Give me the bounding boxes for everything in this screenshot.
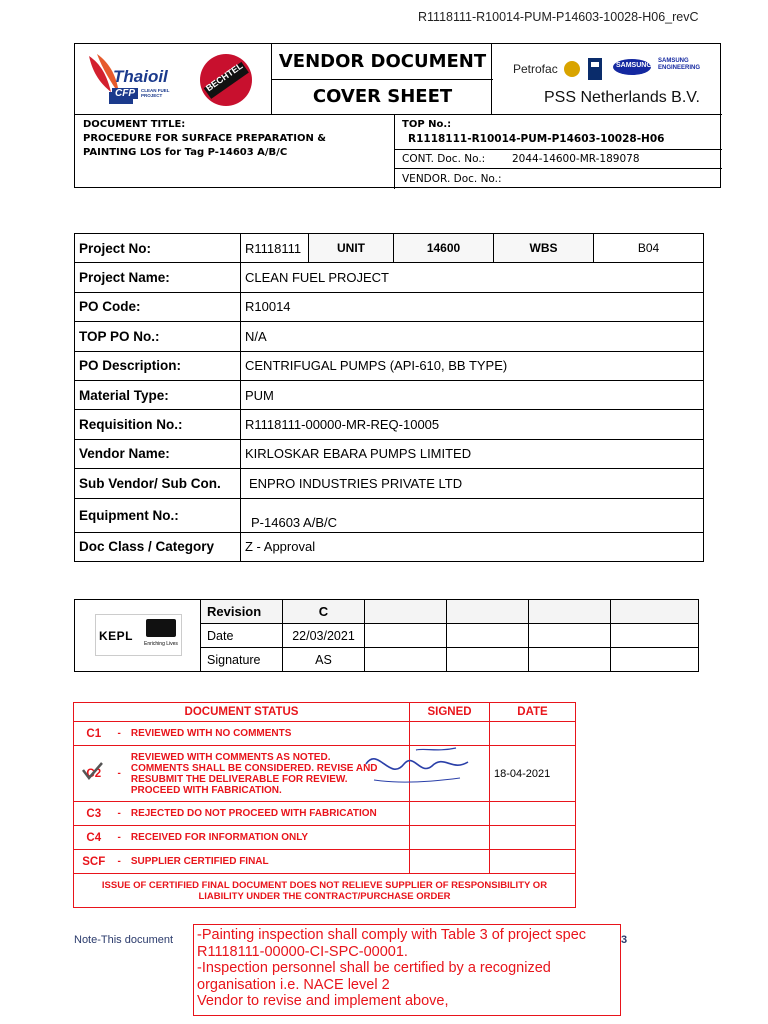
field-label: Doc Class / Category (75, 532, 241, 561)
note-suffix: 3 (621, 934, 628, 946)
top-no-label: TOP No.: (402, 119, 452, 130)
table-row (75, 600, 699, 624)
samsung-logo-text: SAMSUNG (616, 62, 652, 69)
vendor-document-header (74, 43, 721, 188)
contractor-logos (491, 44, 722, 115)
comment-line: organisation i.e. NACE level 2 (197, 976, 390, 993)
document-title-cell (75, 114, 395, 189)
field-value: P-14603 A/B/C (241, 498, 704, 532)
date-header: DATE (490, 703, 576, 722)
status-code: C1 (74, 722, 114, 746)
signed-cell (410, 802, 490, 826)
comment-line: -Inspection personnel shall be certified by a recognized (197, 960, 551, 976)
comment-line: -Painting inspection shall comply with Table 3 of project spec (197, 927, 587, 943)
kepl-logo-cell (75, 600, 201, 672)
status-code: C2 (74, 746, 114, 802)
table-row (75, 292, 704, 321)
field-label: Equipment No.: (75, 498, 241, 532)
status-dash: - (117, 832, 121, 843)
note-prefix: Note-This document (74, 934, 174, 946)
ebara-logo-icon (146, 619, 176, 637)
date-cell (490, 850, 576, 874)
table-row (74, 874, 576, 908)
field-value: N/A (241, 322, 704, 351)
revision-table (74, 599, 699, 672)
client-logos (75, 44, 272, 115)
cont-doc-value: 2044-14600-MR-189078 (512, 153, 640, 165)
status-text: REJECTED DO NOT PROCEED WITH FABRICATION (130, 808, 377, 819)
project-no-value: R1118111 (241, 234, 309, 263)
status-code: C3 (74, 802, 114, 826)
field-value: CLEAN FUEL PROJECT (241, 263, 704, 292)
date-cell (490, 722, 576, 746)
date-label: Date (201, 624, 283, 648)
table-row (74, 703, 576, 722)
title-line-1: VENDOR DOCUMENT (278, 51, 487, 72)
project-info-table (74, 233, 704, 562)
kepl-logo-text: KEPL (99, 629, 134, 643)
field-label: TOP PO No.: (75, 322, 241, 351)
field-label: PO Code: (75, 292, 241, 321)
document-title-label: DOCUMENT TITLE: (83, 119, 186, 130)
status-dash: - (117, 728, 121, 739)
field-value: ENPRO INDUSTRIES PRIVATE LTD (241, 469, 704, 498)
status-dash: - (117, 768, 121, 780)
table-row (75, 380, 704, 409)
field-label: Vendor Name: (75, 439, 241, 468)
document-status-table (73, 702, 576, 908)
status-code: SCF (74, 850, 114, 874)
wbs-value: B04 (594, 234, 704, 263)
date-cell (490, 802, 576, 826)
status-text: SUPPLIER CERTIFIED FINAL (130, 856, 269, 867)
signed-cell (410, 850, 490, 874)
top-no-cell (394, 114, 722, 150)
field-value: Z - Approval (241, 532, 704, 561)
table-row (75, 263, 704, 292)
cfp-logo-subtext: CLEAN FUEL PROJECT (141, 88, 170, 98)
table-row (75, 498, 704, 532)
pss-netherlands-text: PSS Netherlands B.V. (544, 89, 700, 106)
samsung-engineering-text: SAMSUNG ENGINEERING (658, 58, 701, 71)
status-header: DOCUMENT STATUS (74, 703, 410, 722)
petrofac-emblem-icon (564, 56, 606, 82)
revision-label: Revision (201, 600, 283, 624)
table-row (74, 746, 576, 802)
field-value: CENTRIFUGAL PUMPS (API-610, BB TYPE) (241, 351, 704, 380)
table-row (75, 439, 704, 468)
kepl-tagline: Enriching Lives (144, 641, 178, 647)
top-no-value: R1118111-R10014-PUM-P14603-10028-H06 (408, 133, 665, 145)
title-line-2: COVER SHEET (312, 86, 453, 107)
field-label: Material Type: (75, 380, 241, 409)
status-dash: - (117, 808, 121, 819)
field-value: R10014 (241, 292, 704, 321)
table-row (75, 234, 704, 263)
title-cell (271, 44, 492, 115)
wbs-label: WBS (494, 234, 594, 263)
field-value: R1118111-00000-MR-REQ-10005 (241, 410, 704, 439)
unit-label: UNIT (309, 234, 394, 263)
table-row (75, 351, 704, 380)
checkmark-icon (80, 760, 106, 782)
field-value: KIRLOSKAR EBARA PUMPS LIMITED (241, 439, 704, 468)
table-row (75, 532, 704, 561)
kepl-logo (95, 614, 182, 656)
revision-value: C (283, 600, 365, 624)
signature-label: Signature (201, 648, 283, 672)
field-value: PUM (241, 380, 704, 409)
status-dash: - (117, 856, 121, 867)
status-disclaimer: ISSUE OF CERTIFIED FINAL DOCUMENT DOES NOT RELIEVE SUPPLIER OF RESPONSIBILITY OR LIABILITY UNDER THE CONTRACT/PURCHASE ORDER (74, 874, 576, 908)
field-label: Requisition No.: (75, 410, 241, 439)
field-label: Project Name: (75, 263, 241, 292)
vendor-doc-label: VENDOR. Doc. No.: (402, 173, 502, 185)
signed-cell (410, 826, 490, 850)
date-cell (490, 826, 576, 850)
signature-value: AS (283, 648, 365, 672)
date-cell: 18-04-2021 (490, 746, 576, 802)
document-reference: R1118111-R10014-PUM-P14603-10028-H06_revC (418, 10, 699, 24)
status-text: REVIEWED WITH COMMENTS AS NOTED. COMMENTS SHALL BE CONSIDERED. REVISE AND RESUBMIT THE DELIVERABLE FOR REVIEW. PROCEED WITH FABRICATION. (130, 751, 378, 796)
signed-header: SIGNED (410, 703, 490, 722)
table-row (75, 410, 704, 439)
cont-doc-label: CONT. Doc. No.: (402, 153, 486, 165)
thaioil-logo-text: Thaioil (113, 67, 168, 86)
petrofac-logo-text: Petrofac (513, 62, 558, 76)
review-comment-box (193, 924, 621, 1016)
document-title-text: PROCEDURE FOR SURFACE PREPARATION & PAINTING LOS for Tag P-14603 A/B/C (83, 133, 327, 158)
field-label: PO Description: (75, 351, 241, 380)
table-row (74, 850, 576, 874)
signature-scribble-icon (360, 742, 480, 790)
table-row (75, 322, 704, 351)
table-row (75, 469, 704, 498)
status-text: RECEIVED FOR INFORMATION ONLY (130, 832, 309, 843)
table-row (74, 826, 576, 850)
unit-value: 14600 (394, 234, 494, 263)
table-row (74, 722, 576, 746)
table-row (74, 802, 576, 826)
comment-line: Vendor to revise and implement above, (197, 993, 449, 1009)
field-label: Sub Vendor/ Sub Con. (75, 469, 241, 498)
cfp-logo-text: CFP (112, 88, 138, 99)
comment-line: R1118111-00000-CI-SPC-00001. (197, 943, 408, 960)
vendor-doc-cell (394, 168, 722, 189)
status-code: C4 (74, 826, 114, 850)
cont-doc-cell (394, 149, 722, 169)
status-text: REVIEWED WITH NO COMMENTS (130, 728, 292, 739)
bechtel-logo-text: BECHTEL (203, 60, 245, 94)
project-no-label: Project No: (75, 234, 241, 263)
date-value: 22/03/2021 (283, 624, 365, 648)
